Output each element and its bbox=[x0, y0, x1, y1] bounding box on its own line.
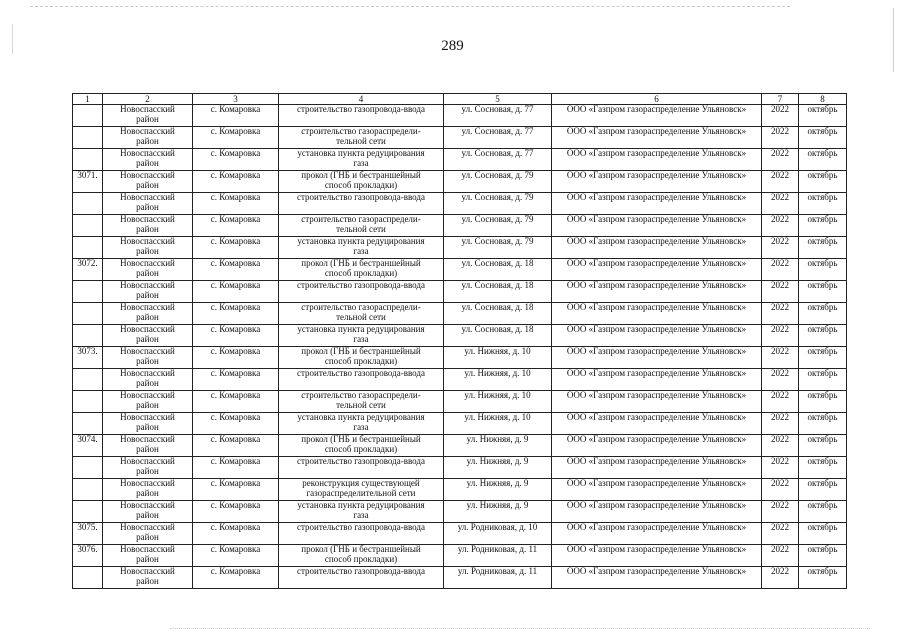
table-row bbox=[73, 237, 847, 259]
work-type-cell bbox=[279, 259, 444, 281]
row-number bbox=[73, 237, 103, 259]
row-number bbox=[73, 127, 103, 149]
year-cell: 2022 bbox=[762, 391, 799, 413]
month-cell: октябрь bbox=[799, 237, 847, 259]
address-cell: ул. Сосновая, д. 79 bbox=[444, 237, 552, 259]
work-type-cell bbox=[279, 567, 444, 589]
district-cell-line: Новоспасский bbox=[120, 566, 175, 576]
organization-cell: ООО «Газпром газораспределение Ульяновск» bbox=[552, 127, 762, 149]
address-cell: ул. Родниковая, д. 11 bbox=[444, 567, 552, 589]
table-row bbox=[73, 149, 847, 171]
district-cell-line: район bbox=[136, 377, 159, 388]
month-cell: октябрь bbox=[799, 457, 847, 479]
column-header: 6 bbox=[552, 94, 762, 105]
row-number bbox=[73, 369, 103, 391]
column-header: 5 bbox=[444, 94, 552, 105]
work-type-cell-line: газораспределительной сети bbox=[306, 487, 416, 498]
table-row bbox=[73, 435, 847, 457]
row-number bbox=[73, 391, 103, 413]
organization-cell: ООО «Газпром газораспределение Ульяновск» bbox=[552, 457, 762, 479]
address-cell: ул. Сосновая, д. 77 bbox=[444, 105, 552, 127]
year-cell: 2022 bbox=[762, 347, 799, 369]
row-number: 3072. bbox=[73, 259, 103, 281]
district-cell-line: Новоспасский bbox=[120, 544, 175, 554]
district-cell-line: район bbox=[136, 223, 159, 234]
district-cell-line: Новоспасский bbox=[120, 390, 175, 400]
work-type-cell bbox=[279, 149, 444, 171]
page-number: 289 bbox=[441, 38, 464, 54]
organization-cell: ООО «Газпром газораспределение Ульяновск» bbox=[552, 391, 762, 413]
row-number bbox=[73, 149, 103, 171]
address-cell: ул. Нижняя, д. 9 bbox=[444, 435, 552, 457]
address-cell: ул. Родниковая, д. 10 bbox=[444, 523, 552, 545]
table-row bbox=[73, 303, 847, 325]
village-cell: с. Комаровка bbox=[193, 501, 279, 523]
work-type-cell-line: строительство газопровода-ввода bbox=[297, 192, 425, 202]
year-cell: 2022 bbox=[762, 281, 799, 303]
district-cell-line: район bbox=[136, 443, 159, 454]
district-cell-line: район bbox=[136, 135, 159, 146]
address-cell: ул. Нижняя, д. 9 bbox=[444, 501, 552, 523]
work-type-cell bbox=[279, 237, 444, 259]
address-cell: ул. Нижняя, д. 10 bbox=[444, 391, 552, 413]
year-cell: 2022 bbox=[762, 567, 799, 589]
work-type-cell bbox=[279, 523, 444, 545]
district-cell bbox=[103, 435, 193, 457]
year-cell: 2022 bbox=[762, 435, 799, 457]
work-type-cell-line: тельной сети bbox=[336, 311, 386, 322]
work-type-cell-line: установка пункта редуцирования bbox=[297, 148, 425, 158]
month-cell: октябрь bbox=[799, 127, 847, 149]
district-cell bbox=[103, 259, 193, 281]
row-number bbox=[73, 567, 103, 589]
district-cell bbox=[103, 567, 193, 589]
district-cell-line: район bbox=[136, 113, 159, 124]
village-cell: с. Комаровка bbox=[193, 545, 279, 567]
work-type-cell-line: способ прокладки) bbox=[324, 267, 398, 278]
work-type-cell-line: установка пункта редуцирования bbox=[297, 324, 425, 334]
village-cell: с. Комаровка bbox=[193, 171, 279, 193]
work-type-cell-line: тельной сети bbox=[336, 223, 386, 234]
work-type-cell bbox=[279, 501, 444, 523]
work-type-cell bbox=[279, 325, 444, 347]
district-cell-line: район bbox=[136, 157, 159, 168]
district-cell bbox=[103, 369, 193, 391]
row-number: 3075. bbox=[73, 523, 103, 545]
address-cell: ул. Сосновая, д. 79 bbox=[444, 171, 552, 193]
year-cell: 2022 bbox=[762, 523, 799, 545]
work-type-cell bbox=[279, 347, 444, 369]
district-cell-line: район bbox=[136, 289, 159, 300]
column-header: 2 bbox=[103, 94, 193, 105]
district-cell-line: район bbox=[136, 465, 159, 476]
row-number bbox=[73, 193, 103, 215]
column-header: 1 bbox=[73, 94, 103, 105]
row-number: 3074. bbox=[73, 435, 103, 457]
work-type-cell-line: прокол (ГНБ и бестраншейный bbox=[301, 434, 421, 444]
village-cell: с. Комаровка bbox=[193, 567, 279, 589]
district-cell bbox=[103, 413, 193, 435]
work-type-cell-line: строительство газораспредели- bbox=[301, 126, 421, 136]
month-cell: октябрь bbox=[799, 435, 847, 457]
table-row bbox=[73, 193, 847, 215]
organization-cell: ООО «Газпром газораспределение Ульяновск» bbox=[552, 325, 762, 347]
table-row bbox=[73, 127, 847, 149]
month-cell: октябрь bbox=[799, 215, 847, 237]
organization-cell: ООО «Газпром газораспределение Ульяновск» bbox=[552, 303, 762, 325]
year-cell: 2022 bbox=[762, 325, 799, 347]
work-type-cell-line: установка пункта редуцирования bbox=[297, 236, 425, 246]
row-number bbox=[73, 325, 103, 347]
district-cell-line: район bbox=[136, 201, 159, 212]
year-cell: 2022 bbox=[762, 501, 799, 523]
village-cell: с. Комаровка bbox=[193, 215, 279, 237]
table-row bbox=[73, 105, 847, 127]
district-cell bbox=[103, 523, 193, 545]
address-cell: ул. Сосновая, д. 18 bbox=[444, 303, 552, 325]
organization-cell: ООО «Газпром газораспределение Ульяновск» bbox=[552, 105, 762, 127]
address-cell: ул. Сосновая, д. 77 bbox=[444, 149, 552, 171]
year-cell: 2022 bbox=[762, 259, 799, 281]
work-type-cell-line: строительство газопровода-ввода bbox=[297, 368, 425, 378]
work-type-cell bbox=[279, 435, 444, 457]
year-cell: 2022 bbox=[762, 171, 799, 193]
address-cell: ул. Сосновая, д. 18 bbox=[444, 259, 552, 281]
district-cell-line: Новоспасский bbox=[120, 258, 175, 268]
month-cell: октябрь bbox=[799, 391, 847, 413]
district-cell-line: район bbox=[136, 245, 159, 256]
village-cell: с. Комаровка bbox=[193, 347, 279, 369]
table-row bbox=[73, 347, 847, 369]
district-cell bbox=[103, 237, 193, 259]
organization-cell: ООО «Газпром газораспределение Ульяновск» bbox=[552, 193, 762, 215]
column-header: 3 bbox=[193, 94, 279, 105]
table-row bbox=[73, 259, 847, 281]
organization-cell: ООО «Газпром газораспределение Ульяновск» bbox=[552, 567, 762, 589]
month-cell: октябрь bbox=[799, 523, 847, 545]
work-type-cell-line: строительство газопровода-ввода bbox=[297, 522, 425, 532]
work-type-cell-line: газа bbox=[353, 421, 369, 432]
month-cell: октябрь bbox=[799, 501, 847, 523]
address-cell: ул. Сосновая, д. 18 bbox=[444, 281, 552, 303]
address-cell: ул. Сосновая, д. 79 bbox=[444, 193, 552, 215]
year-cell: 2022 bbox=[762, 215, 799, 237]
row-number bbox=[73, 215, 103, 237]
year-cell: 2022 bbox=[762, 237, 799, 259]
district-cell bbox=[103, 149, 193, 171]
organization-cell: ООО «Газпром газораспределение Ульяновск» bbox=[552, 479, 762, 501]
work-type-cell-line: тельной сети bbox=[336, 399, 386, 410]
district-cell-line: Новоспасский bbox=[120, 148, 175, 158]
work-type-cell-line: строительство газопровода-ввода bbox=[297, 104, 425, 114]
village-cell: с. Комаровка bbox=[193, 325, 279, 347]
work-type-cell-line: тельной сети bbox=[336, 135, 386, 146]
district-cell-line: район bbox=[136, 487, 159, 498]
year-cell: 2022 bbox=[762, 545, 799, 567]
scan-artifact-top bbox=[30, 6, 790, 7]
row-number: 3076. bbox=[73, 545, 103, 567]
district-cell-line: Новоспасский bbox=[120, 126, 175, 136]
month-cell: октябрь bbox=[799, 545, 847, 567]
year-cell: 2022 bbox=[762, 303, 799, 325]
village-cell: с. Комаровка bbox=[193, 523, 279, 545]
village-cell: с. Комаровка bbox=[193, 369, 279, 391]
column-header: 8 bbox=[799, 94, 847, 105]
organization-cell: ООО «Газпром газораспределение Ульяновск» bbox=[552, 435, 762, 457]
work-type-cell-line: строительство газораспредели- bbox=[301, 390, 421, 400]
address-cell: ул. Сосновая, д. 79 bbox=[444, 215, 552, 237]
district-cell bbox=[103, 105, 193, 127]
village-cell: с. Комаровка bbox=[193, 105, 279, 127]
district-cell-line: район bbox=[136, 267, 159, 278]
work-type-cell-line: строительство газопровода-ввода bbox=[297, 280, 425, 290]
district-cell-line: Новоспасский bbox=[120, 346, 175, 356]
village-cell: с. Комаровка bbox=[193, 127, 279, 149]
village-cell: с. Комаровка bbox=[193, 237, 279, 259]
district-cell-line: район bbox=[136, 355, 159, 366]
district-cell bbox=[103, 215, 193, 237]
village-cell: с. Комаровка bbox=[193, 413, 279, 435]
organization-cell: ООО «Газпром газораспределение Ульяновск» bbox=[552, 237, 762, 259]
table-row bbox=[73, 281, 847, 303]
month-cell: октябрь bbox=[799, 259, 847, 281]
address-cell: ул. Сосновая, д. 77 bbox=[444, 127, 552, 149]
work-type-cell bbox=[279, 479, 444, 501]
work-type-cell bbox=[279, 171, 444, 193]
village-cell: с. Комаровка bbox=[193, 479, 279, 501]
scan-artifact-bottom bbox=[170, 628, 870, 629]
table-row bbox=[73, 391, 847, 413]
district-cell-line: Новоспасский bbox=[120, 478, 175, 488]
district-cell-line: район bbox=[136, 509, 159, 520]
row-number bbox=[73, 105, 103, 127]
table-row bbox=[73, 523, 847, 545]
month-cell: октябрь bbox=[799, 105, 847, 127]
address-cell: ул. Нижняя, д. 9 bbox=[444, 457, 552, 479]
village-cell: с. Комаровка bbox=[193, 259, 279, 281]
work-type-cell-line: газа bbox=[353, 245, 369, 256]
row-number bbox=[73, 501, 103, 523]
district-cell bbox=[103, 171, 193, 193]
work-type-cell-line: газа bbox=[353, 157, 369, 168]
village-cell: с. Комаровка bbox=[193, 193, 279, 215]
village-cell: с. Комаровка bbox=[193, 303, 279, 325]
district-cell-line: район bbox=[136, 179, 159, 190]
address-cell: ул. Родниковая, д. 11 bbox=[444, 545, 552, 567]
district-cell bbox=[103, 347, 193, 369]
month-cell: октябрь bbox=[799, 171, 847, 193]
district-cell bbox=[103, 501, 193, 523]
work-type-cell bbox=[279, 545, 444, 567]
district-cell-line: Новоспасский bbox=[120, 104, 175, 114]
district-cell-line: Новоспасский bbox=[120, 236, 175, 246]
district-cell-line: Новоспасский bbox=[120, 434, 175, 444]
table-row bbox=[73, 457, 847, 479]
district-cell-line: район bbox=[136, 311, 159, 322]
work-type-cell-line: строительство газопровода-ввода bbox=[297, 566, 425, 576]
month-cell: октябрь bbox=[799, 347, 847, 369]
month-cell: октябрь bbox=[799, 369, 847, 391]
work-type-cell-line: способ прокладки) bbox=[324, 553, 398, 564]
district-cell bbox=[103, 457, 193, 479]
month-cell: октябрь bbox=[799, 193, 847, 215]
year-cell: 2022 bbox=[762, 457, 799, 479]
row-number bbox=[73, 457, 103, 479]
work-type-cell-line: прокол (ГНБ и бестраншейный bbox=[301, 346, 421, 356]
district-cell-line: Новоспасский bbox=[120, 170, 175, 180]
district-cell-line: район bbox=[136, 421, 159, 432]
table-row bbox=[73, 215, 847, 237]
district-cell-line: Новоспасский bbox=[120, 412, 175, 422]
month-cell: октябрь bbox=[799, 479, 847, 501]
work-type-cell bbox=[279, 369, 444, 391]
year-cell: 2022 bbox=[762, 369, 799, 391]
organization-cell: ООО «Газпром газораспределение Ульяновск» bbox=[552, 149, 762, 171]
year-cell: 2022 bbox=[762, 479, 799, 501]
work-type-cell-line: способ прокладки) bbox=[324, 179, 398, 190]
work-type-cell-line: прокол (ГНБ и бестраншейный bbox=[301, 544, 421, 554]
year-cell: 2022 bbox=[762, 127, 799, 149]
village-cell: с. Комаровка bbox=[193, 457, 279, 479]
row-number bbox=[73, 281, 103, 303]
village-cell: с. Комаровка bbox=[193, 281, 279, 303]
row-number bbox=[73, 479, 103, 501]
village-cell: с. Комаровка bbox=[193, 149, 279, 171]
work-type-cell bbox=[279, 391, 444, 413]
village-cell: с. Комаровка bbox=[193, 391, 279, 413]
organization-cell: ООО «Газпром газораспределение Ульяновск» bbox=[552, 501, 762, 523]
table-row bbox=[73, 171, 847, 193]
month-cell: октябрь bbox=[799, 303, 847, 325]
header-row bbox=[73, 94, 847, 105]
row-number bbox=[73, 303, 103, 325]
district-cell-line: Новоспасский bbox=[120, 302, 175, 312]
table-row bbox=[73, 369, 847, 391]
year-cell: 2022 bbox=[762, 193, 799, 215]
work-type-cell bbox=[279, 127, 444, 149]
organization-cell: ООО «Газпром газораспределение Ульяновск» bbox=[552, 545, 762, 567]
organization-cell: ООО «Газпром газораспределение Ульяновск» bbox=[552, 347, 762, 369]
district-cell-line: район bbox=[136, 333, 159, 344]
organization-cell: ООО «Газпром газораспределение Ульяновск» bbox=[552, 281, 762, 303]
organization-cell: ООО «Газпром газораспределение Ульяновск» bbox=[552, 171, 762, 193]
address-cell: ул. Нижняя, д. 10 bbox=[444, 413, 552, 435]
work-type-cell bbox=[279, 105, 444, 127]
district-cell bbox=[103, 303, 193, 325]
address-cell: ул. Нижняя, д. 9 bbox=[444, 479, 552, 501]
district-cell-line: Новоспасский bbox=[120, 522, 175, 532]
work-type-cell bbox=[279, 303, 444, 325]
village-cell: с. Комаровка bbox=[193, 435, 279, 457]
work-type-cell bbox=[279, 281, 444, 303]
district-cell bbox=[103, 391, 193, 413]
address-cell: ул. Нижняя, д. 10 bbox=[444, 347, 552, 369]
table-row bbox=[73, 545, 847, 567]
work-type-cell-line: установка пункта редуцирования bbox=[297, 500, 425, 510]
month-cell: октябрь bbox=[799, 413, 847, 435]
work-type-cell bbox=[279, 193, 444, 215]
district-cell-line: Новоспасский bbox=[120, 368, 175, 378]
work-type-cell-line: прокол (ГНБ и бестраншейный bbox=[301, 170, 421, 180]
month-cell: октябрь bbox=[799, 325, 847, 347]
work-type-cell-line: строительство газораспредели- bbox=[301, 302, 421, 312]
row-number: 3073. bbox=[73, 347, 103, 369]
district-cell-line: район bbox=[136, 531, 159, 542]
work-type-cell-line: установка пункта редуцирования bbox=[297, 412, 425, 422]
work-type-cell bbox=[279, 413, 444, 435]
registry-table bbox=[72, 93, 847, 589]
work-type-cell-line: способ прокладки) bbox=[324, 443, 398, 454]
work-type-cell-line: способ прокладки) bbox=[324, 355, 398, 366]
address-cell: ул. Сосновая, д. 18 bbox=[444, 325, 552, 347]
row-number: 3071. bbox=[73, 171, 103, 193]
district-cell bbox=[103, 545, 193, 567]
district-cell-line: Новоспасский bbox=[120, 280, 175, 290]
month-cell: октябрь bbox=[799, 149, 847, 171]
month-cell: октябрь bbox=[799, 281, 847, 303]
table-body bbox=[73, 94, 847, 589]
work-type-cell-line: прокол (ГНБ и бестраншейный bbox=[301, 258, 421, 268]
district-cell-line: район bbox=[136, 553, 159, 564]
table-row bbox=[73, 479, 847, 501]
district-cell-line: район bbox=[136, 399, 159, 410]
district-cell bbox=[103, 127, 193, 149]
column-header: 4 bbox=[279, 94, 444, 105]
organization-cell: ООО «Газпром газораспределение Ульяновск» bbox=[552, 259, 762, 281]
district-cell-line: Новоспасский bbox=[120, 192, 175, 202]
table-row bbox=[73, 567, 847, 589]
district-cell-line: Новоспасский bbox=[120, 214, 175, 224]
year-cell: 2022 bbox=[762, 105, 799, 127]
organization-cell: ООО «Газпром газораспределение Ульяновск» bbox=[552, 523, 762, 545]
work-type-cell-line: газа bbox=[353, 509, 369, 520]
table-row bbox=[73, 325, 847, 347]
organization-cell: ООО «Газпром газораспределение Ульяновск» bbox=[552, 215, 762, 237]
work-type-cell bbox=[279, 215, 444, 237]
address-cell: ул. Нижняя, д. 10 bbox=[444, 369, 552, 391]
table-row bbox=[73, 501, 847, 523]
district-cell bbox=[103, 193, 193, 215]
district-cell-line: Новоспасский bbox=[120, 456, 175, 466]
row-number bbox=[73, 413, 103, 435]
month-cell: октябрь bbox=[799, 567, 847, 589]
district-cell bbox=[103, 325, 193, 347]
district-cell-line: Новоспасский bbox=[120, 500, 175, 510]
organization-cell: ООО «Газпром газораспределение Ульяновск» bbox=[552, 369, 762, 391]
work-type-cell-line: строительство газораспредели- bbox=[301, 214, 421, 224]
work-type-cell-line: реконструкция существующей bbox=[302, 478, 420, 488]
organization-cell: ООО «Газпром газораспределение Ульяновск» bbox=[552, 413, 762, 435]
district-cell-line: район bbox=[136, 575, 159, 586]
table-row bbox=[73, 413, 847, 435]
year-cell: 2022 bbox=[762, 413, 799, 435]
district-cell bbox=[103, 281, 193, 303]
work-type-cell-line: строительство газопровода-ввода bbox=[297, 456, 425, 466]
column-header: 7 bbox=[762, 94, 799, 105]
year-cell: 2022 bbox=[762, 149, 799, 171]
work-type-cell bbox=[279, 457, 444, 479]
district-cell-line: Новоспасский bbox=[120, 324, 175, 334]
district-cell bbox=[103, 479, 193, 501]
work-type-cell-line: газа bbox=[353, 333, 369, 344]
